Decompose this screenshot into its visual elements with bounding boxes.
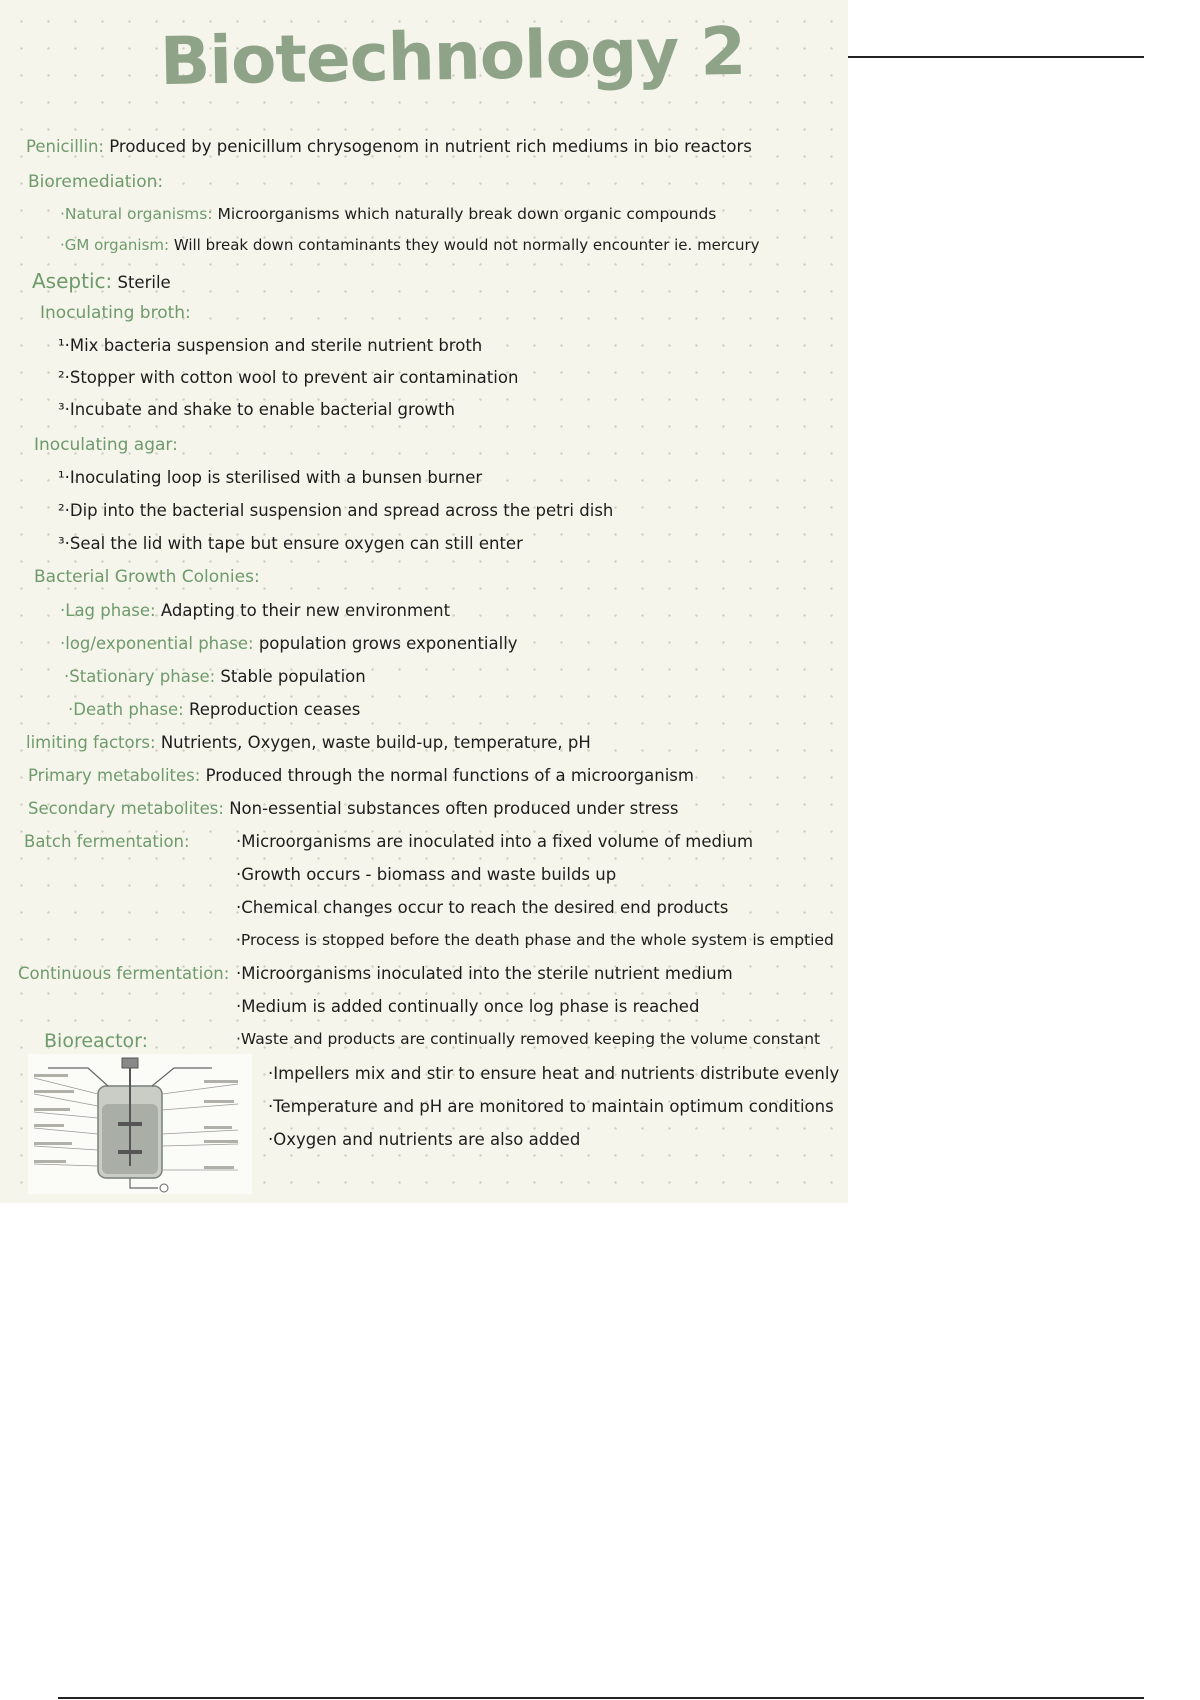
broth-step-1: ¹·Mix bacteria suspension and sterile nutrient broth [58, 336, 483, 355]
limiting-factors-text: Nutrients, Oxygen, waste build-up, temperature, pH [160, 733, 591, 752]
bioremediation-heading: Bioremediation: [28, 172, 164, 192]
bottom-rule [58, 1697, 1144, 1699]
bioreactor-diagram [28, 1054, 252, 1194]
lag-phase-term: ·Lag phase: [60, 601, 156, 620]
death-phase-text: Reproduction ceases [188, 700, 361, 719]
growth-item-2 [60, 634, 518, 653]
death-phase-term: ·Death phase: [68, 700, 184, 719]
continuous-point-2: ·Medium is added continually once log phase is reached [236, 997, 700, 1016]
aseptic-text: Sterile [117, 273, 171, 292]
continuous-point-1: ·Microorganisms inoculated into the sterile nutrient medium [236, 964, 733, 983]
primary-metabolites-line [28, 766, 694, 785]
primary-metabolites-text: Produced through the normal functions of a microorganism [205, 766, 694, 785]
lag-phase-text: Adapting to their new environment [160, 601, 451, 620]
bioremediation-item-2 [60, 236, 760, 254]
bioremediation-item-1 [60, 205, 716, 223]
impeller-bottom-icon [118, 1150, 142, 1154]
broth-step-3: ³·Incubate and shake to enable bacterial growth [58, 400, 455, 419]
batch-point-2: ·Growth occurs - biomass and waste builds up [236, 865, 617, 884]
growth-item-1 [60, 601, 450, 620]
page-title: Biotechnology 2 [159, 12, 746, 101]
motor-icon [122, 1058, 138, 1068]
penicillin-text: Produced by penicillum chrysogenom in nutrient rich mediums in bio reactors [109, 137, 752, 156]
continuous-fermentation-term: Continuous fermentation: [18, 964, 230, 983]
batch-point-4: ·Process is stopped before the death phase and the whole system is emptied [236, 931, 834, 949]
agar-step-2: ²·Dip into the bacterial suspension and spread across the petri dish [58, 501, 614, 520]
secondary-metabolites-line [28, 799, 678, 818]
broth-step-2: ²·Stopper with cotton wool to prevent air contamination [58, 368, 519, 387]
growth-item-4 [68, 700, 360, 719]
exponential-phase-text: population grows exponentially [258, 634, 518, 653]
batch-point-3: ·Chemical changes occur to reach the desired end products [236, 898, 729, 917]
aseptic-term: Aseptic: [32, 269, 113, 293]
secondary-metabolites-term: Secondary metabolites: [28, 799, 224, 818]
limiting-factors-term: limiting factors: [26, 733, 156, 752]
growth-item-3 [64, 667, 366, 686]
secondary-metabolites-text: Non-essential substances often produced under stress [229, 799, 679, 818]
agar-heading: Inoculating agar: [34, 435, 178, 455]
growth-heading: Bacterial Growth Colonies: [34, 567, 260, 587]
natural-organisms-text: Microorganisms which naturally break down organic compounds [217, 205, 717, 223]
aseptic-line [32, 269, 171, 293]
limiting-factors-line [26, 733, 591, 752]
bioreactor-point-1: ·Impellers mix and stir to ensure heat and nutrients distribute evenly [268, 1064, 840, 1083]
batch-fermentation-term: Batch fermentation: [24, 832, 190, 851]
broth-heading: Inoculating broth: [40, 303, 191, 323]
agar-step-3: ³·Seal the lid with tape but ensure oxygen can still enter [58, 534, 523, 553]
stationary-phase-term: ·Stationary phase: [64, 667, 216, 686]
impeller-top-icon [118, 1122, 142, 1126]
stationary-phase-text: Stable population [220, 667, 366, 686]
primary-metabolites-term: Primary metabolites: [28, 766, 201, 785]
bioreactor-term: Bioreactor: [44, 1030, 149, 1052]
exponential-phase-term: ·log/exponential phase: [60, 634, 254, 653]
top-rule [848, 56, 1144, 58]
penicillin-term: Penicillin: [26, 137, 104, 156]
agar-step-1: ¹·Inoculating loop is sterilised with a bunsen burner [58, 468, 483, 487]
bioreactor-point-3: ·Oxygen and nutrients are also added [268, 1130, 581, 1149]
gm-organism-term: ·GM organism: [60, 236, 170, 254]
gm-organism-text: Will break down contaminants they would not normally encounter ie. mercury [173, 236, 760, 254]
continuous-point-3: ·Waste and products are continually removed keeping the volume constant [236, 1030, 821, 1048]
natural-organisms-term: ·Natural organisms: [60, 205, 213, 223]
bioreactor-point-2: ·Temperature and pH are monitored to maintain optimum conditions [268, 1097, 834, 1116]
penicillin-line [26, 137, 752, 156]
batch-point-1: ·Microorganisms are inoculated into a fixed volume of medium [236, 832, 754, 851]
